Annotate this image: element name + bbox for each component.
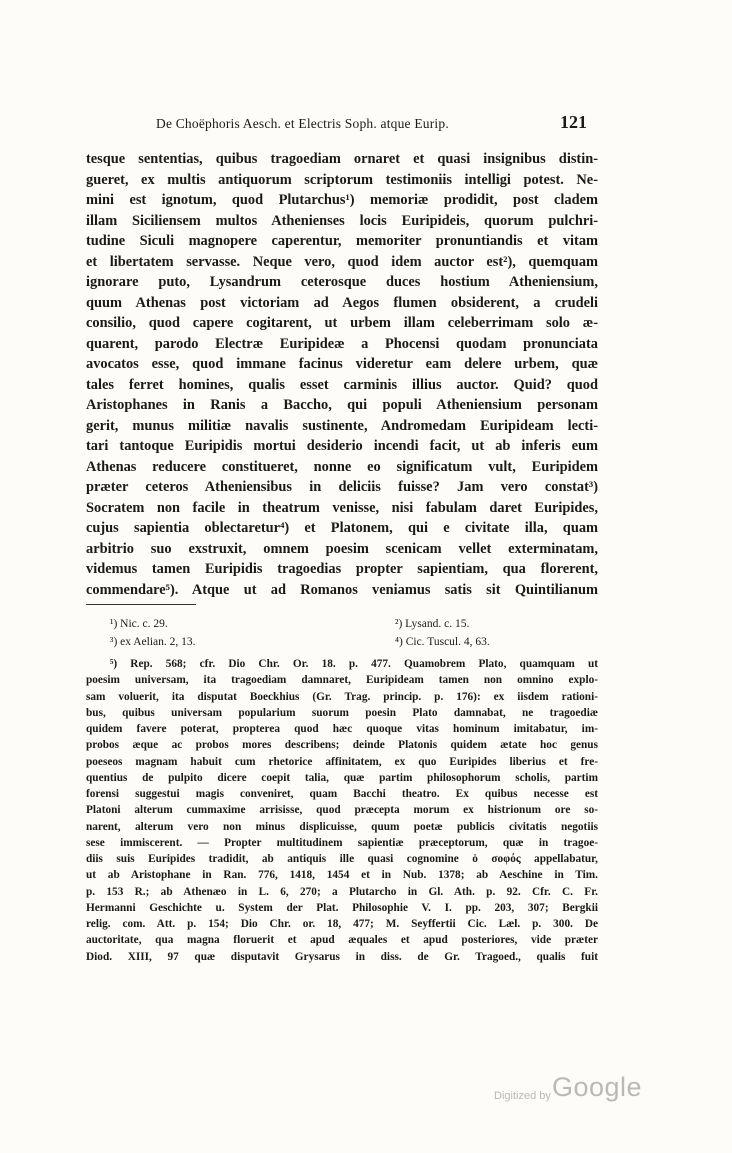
footnote-line: sese immiscerent. — Propter multitudinem sapientiæ præceptorum, quæ in tragoe- [86,836,598,849]
body-line: gueret, ex multis antiquorum scriptorum testimoniis intelligi potest. Ne- [86,171,598,188]
footnote-line: quidem favere poterat, propterea quod hæc quoque vitas hominum imitabatur, im- [86,723,598,735]
body-line: præter ceteros Atheniensibus in deliciis fuisse? Jam vero constat³) [86,479,598,495]
footnote-2: ²) Lysand. c. 15. [395,618,470,630]
footnote-row [110,618,600,634]
footnote-line: poesim universam, ita tragoediam damnaret, Euripideam tamen non omnino explo- [86,674,598,687]
footnote-line: Platoni alterum cummaxime arrisisse, quod præcepta morum ex histrionum ore so- [86,804,598,817]
digitized-by-label: Digitized by [494,1090,551,1102]
footnote-line: quentius de pulpito dicere coepit talia, quæ partim philosophorum scholis, partim [86,771,598,784]
body-line: tesque sententias, quibus tragoediam ornaret et quasi insignibus distin- [86,151,598,167]
body-line: avocatos esse, quod immane facinus videretur eam delere urbem, quæ [86,356,598,372]
body-line: cujus sapientia oblectaretur⁴) et Platonem, qui e civitate illa, quam [86,520,598,536]
footnote-line: probos æque ac probos mores describens; deinde Platonis quidem ætate hoc genus [86,739,598,752]
body-text [86,149,598,600]
body-line: Aristophanes in Ranis a Baccho, qui populi Atheniensium personam [86,397,598,413]
body-line: videmus tamen Euripidis tragoedias propter sapientiam, qua florerent, [86,561,598,577]
footnote-line: Hermanni Geschichte u. System der Plat. Philosophie V. I. pp. 203, 307; Bergkii [86,901,598,914]
footnote-3: ³) ex Aelian. 2, 13. [110,636,196,648]
footnote-line: diis suis Euripides tradidit, ab antiquis ille quasi cognomine ὁ σοφός appellabatur, [86,853,598,865]
body-line: Socratem non facile in theatrum venisse, nisi fabulam daret Euripides, [86,499,598,516]
google-logo: Google [552,1072,643,1102]
body-line: tudine Siculi magnopere caperentur, memoriter pronuntiandis et vitam [86,233,598,249]
footnote-line: forensi suggestui magis conveniret, quam Bacchi theatro. Ex quibus necesse est [86,788,598,800]
footnote-line: p. 153 R.; ab Athenæo in L. 6, 270; a Plutarcho in Gl. Ath. p. 92. Cfr. C. Fr. [86,885,598,898]
body-line: ignorare puto, Lysandrum ceterosque duces hostium Atheniensium, [86,274,598,290]
footnote-line: ut ab Aristophane in Ran. 776, 1418, 1454 et in Nub. 1378; ab Aeschine in Tim. [86,869,598,882]
footnote-line: relig. com. Att. p. 154; Dio Chr. or. 18, 477; M. Seyffertii Cic. Læl. p. 300. De [86,918,598,930]
body-line: arbitrio suo exstruxit, omnem poesim scenicam vellet exterminatam, [86,540,598,557]
footnote-line: narent, alterum vero non minus displicuisse, quum poetæ publicis civitatis negotiis [86,820,598,833]
footnote-line: sam voluerit, ita disputat Boeckhius (Gr. Trag. princip. p. 176): ex iisdem rationi- [86,690,598,703]
body-line: consilio, quod capere cogitarent, ut urbem illam celeberrimam solo æ- [86,315,598,331]
body-line: et libertatem servasse. Neque vero, quod idem auctor est²), quemquam [86,253,598,270]
body-line: quarent, parodo Electræ Euripideæ a Phocensi quodam pronunciata [86,335,598,352]
footnote-line: Diod. XIII, 97 quæ disputavit Grysarus in diss. de Gr. Tragoed., qualis fuit [86,950,598,963]
footnote-5 [86,656,598,965]
footnote-divider [86,604,196,605]
footnote-line: ⁵) Rep. 568; cfr. Dio Chr. Or. 18. p. 477. Quamobrem Plato, quamquam ut [110,658,598,670]
footnote-4: ⁴) Cic. Tuscul. 4, 63. [395,636,490,648]
body-line: quum Athenas post victoriam ad Aegos flumen obsiderent, a crudeli [86,294,598,311]
running-head [0,112,732,138]
body-line: illam Siciliensem multos Athenienses locis Euripideis, quorum pulchri- [86,212,598,229]
footnote-row [110,636,600,652]
body-line: mini est ignotum, quod Plutarchus¹) memoriæ prodidit, post cladem [86,192,598,208]
body-line: tari tantoque Euripidis mortui desiderio incendi facit, ut ab inferis eum [86,438,598,454]
footnote-line: auctoritate, qua magna floruerit et apud æquales et apud posteriores, vide præter [86,934,598,947]
body-line: gerit, munus militiæ navalis sustinente, Andromedam Euripideam lecti- [86,417,598,434]
body-line: commendare⁵). Atque ut ad Romanos veniamus satis sit Quintilianum [86,581,598,598]
body-line: tales ferret homines, qualis esset carminis illius auctor. Quid? quod [86,376,598,393]
page-number: 121 [560,112,587,132]
footnote-line: poeseos magnam habuit cum rhetorice affinitatem, ex quo Euripides liberius et fre- [86,755,598,768]
body-line: Athenas reducere constitueret, nonne eo significatum vult, Euripidem [86,458,598,475]
footnote-1: ¹) Nic. c. 29. [110,618,168,630]
running-title: De Choëphoris Aesch. et Electris Soph. atque Eurip. [156,116,449,131]
footnote-line: bus, quibus universam popularium suorum poesin Plato damnabat, ne tragoediæ [86,706,598,719]
